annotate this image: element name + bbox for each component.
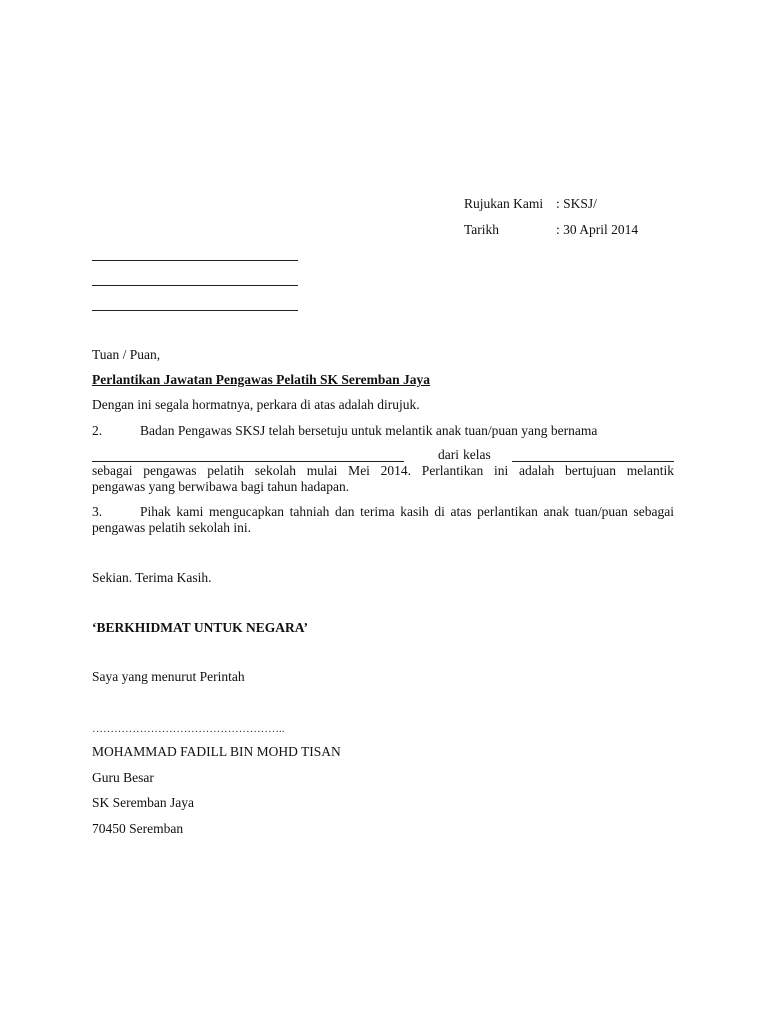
class-word: kelas: [463, 447, 491, 462]
signatory-position: Guru Besar: [92, 770, 154, 785]
salutation: Tuan / Puan,: [92, 347, 161, 362]
reference-label: Rujukan Kami: [464, 196, 544, 211]
signatory-address: 70450 Seremban: [92, 821, 184, 836]
reference-value: : SKSJ/: [556, 196, 597, 211]
date-label: Tarikh: [464, 222, 500, 237]
letter-subject: Perlantikan Jawatan Pengawas Pelatih SK Seremban Jaya: [92, 372, 431, 387]
paragraph-3-number: 3.: [92, 504, 103, 519]
paragraph-2-line-4: pengawas yang berwibawa bagi tahun hadapan.: [92, 479, 350, 494]
signature-line: ……………………………………………..: [92, 723, 285, 735]
motto: ‘BERKHIDMAT UNTUK NEGARA’: [92, 620, 309, 635]
recipient-address-line: [92, 285, 298, 286]
from-word: dari: [438, 447, 459, 462]
opening-sentence: Dengan ini segala hormatnya, perkara di atas adalah dirujuk.: [92, 397, 420, 412]
paragraph-2-number: 2.: [92, 423, 103, 438]
signoff: Saya yang menurut Perintah: [92, 669, 245, 684]
paragraph-3-line-1: Pihak kami mengucapkan tahniah dan terima kasih di atas perlantikan anak tuan/puan sebagai: [140, 504, 674, 519]
date-value: : 30 April 2014: [556, 222, 639, 237]
paragraph-2-fill-line: [92, 447, 674, 463]
signatory-name: MOHAMMAD FADILL BIN MOHD TISAN: [92, 744, 341, 759]
signatory-school: SK Seremban Jaya: [92, 795, 194, 810]
closing-text: Sekian. Terima Kasih.: [92, 570, 212, 585]
student-name-blank: [92, 449, 404, 462]
paragraph-2-line-3: sebagai pengawas pelatih sekolah mulai Mei 2014. Perlantikan ini adalah bertujuan melantik: [92, 463, 674, 478]
class-blank: [512, 449, 674, 462]
paragraph-3-line-2: pengawas pelatih sekolah ini.: [92, 520, 251, 535]
paragraph-2-line-1: Badan Pengawas SKSJ telah bersetuju untuk melantik anak tuan/puan yang bernama: [140, 423, 598, 438]
recipient-address-line: [92, 260, 298, 261]
recipient-address-line: [92, 310, 298, 311]
